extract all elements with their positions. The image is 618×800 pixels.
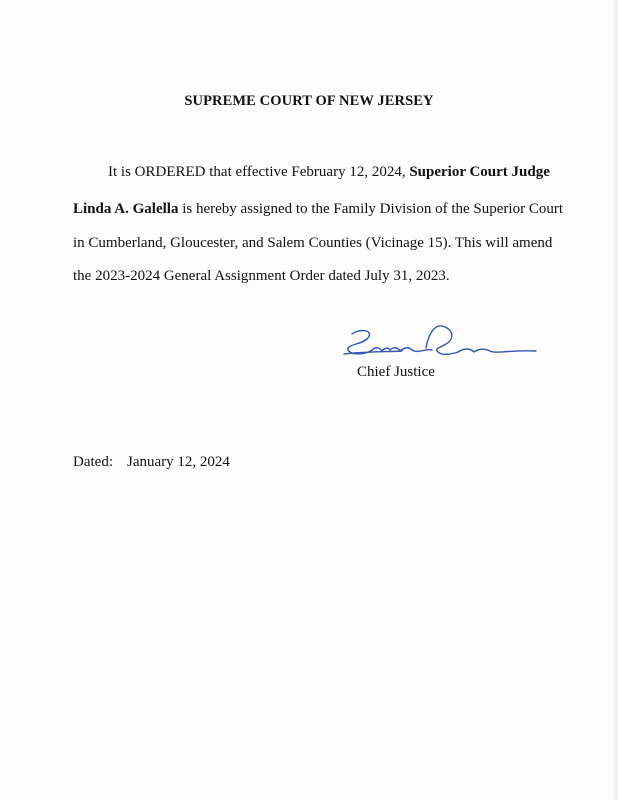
order-line-2 <box>73 201 563 218</box>
court-heading: SUPREME COURT OF NEW JERSEY <box>184 93 434 109</box>
order-line-1-text: It is ORDERED that effective February 12, 2024, <box>108 164 410 180</box>
order-line-2-text: is hereby assigned to the Family Division of the Superior Court <box>178 201 563 217</box>
order-line-4: the 2023-2024 General Assignment Order dated July 31, 2023. <box>73 268 450 284</box>
dated-value: January 12, 2024 <box>126 454 230 470</box>
page-edge <box>612 0 618 800</box>
judge-title: Superior Court Judge <box>409 164 550 180</box>
handwritten-signature <box>338 318 538 368</box>
judge-name: Linda A. Galella <box>73 201 179 217</box>
signatory-title: Chief Justice <box>357 364 435 380</box>
order-line-1 <box>108 164 550 181</box>
date-line <box>73 454 230 471</box>
order-line-3: in Cumberland, Gloucester, and Salem Counties (Vicinage 15). This will amend <box>73 235 553 251</box>
dated-label: Dated: <box>73 454 113 470</box>
